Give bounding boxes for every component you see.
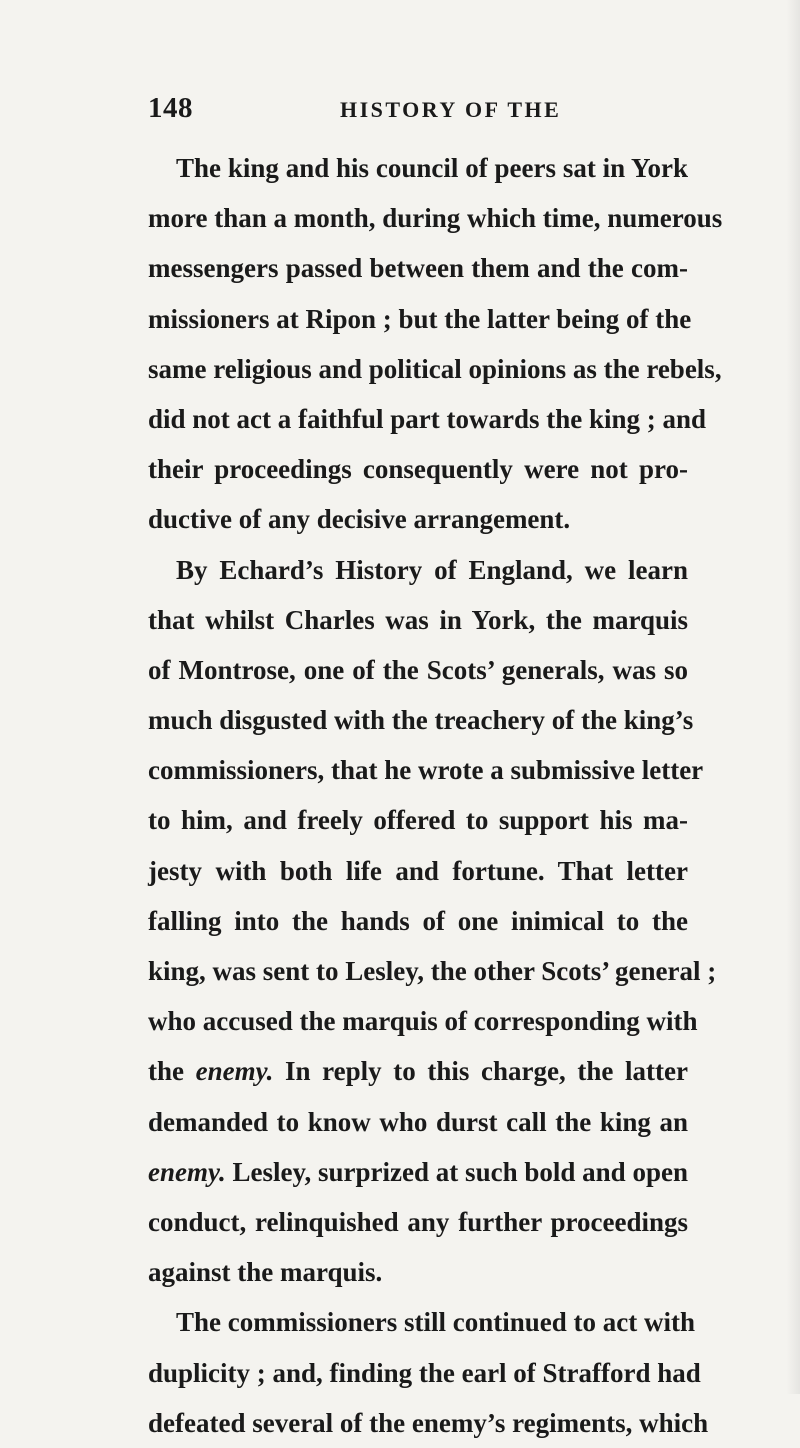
text-line: commissioners, that he wrote a submissive letter bbox=[148, 755, 704, 786]
page-number: 148 bbox=[148, 92, 193, 124]
page-header bbox=[148, 92, 688, 128]
text-segment: In reply to this charge, the latter bbox=[273, 1056, 688, 1087]
text-line: their proceedings consequently were not pro- bbox=[148, 454, 688, 485]
text-line: did not act a faithful part towards the king ; and bbox=[148, 403, 707, 434]
text-line: more than a month, during which time, numerous bbox=[148, 203, 723, 234]
text-line: to him, and freely offered to support his ma- bbox=[148, 805, 688, 836]
text-line: jesty with both life and fortune. That letter bbox=[148, 855, 688, 886]
text-line: same religious and political opinions as the rebels, bbox=[148, 353, 722, 384]
text-line: conduct, relinquished any further proceedings bbox=[148, 1206, 688, 1237]
text-line: of Montrose, one of the Scots’ generals, was so bbox=[148, 654, 688, 685]
text-line bbox=[148, 1046, 688, 1096]
text-line: The commissioners still continued to act with bbox=[176, 1307, 695, 1338]
text-line: much disgusted with the treachery of the king’s bbox=[148, 705, 694, 736]
text-segment: the bbox=[148, 1056, 196, 1087]
text-line: missioners at Ripon ; but the latter being of the bbox=[148, 303, 692, 334]
text-line: against the marquis. bbox=[148, 1257, 383, 1288]
text-line: demanded to know who durst call the king an bbox=[148, 1106, 688, 1137]
running-head: HISTORY OF THE bbox=[340, 97, 562, 122]
text-line: ductive of any decisive arrangement. bbox=[148, 504, 571, 535]
italic-emphasis: enemy. bbox=[195, 1056, 274, 1087]
text-line bbox=[148, 1147, 688, 1197]
page-edge-shadow bbox=[786, 0, 800, 1394]
text-line: who accused the marquis of corresponding with bbox=[148, 1006, 698, 1037]
text-line: defeated several of the enemy’s regiments, which bbox=[148, 1407, 709, 1438]
text-line: messengers passed between them and the com- bbox=[148, 253, 688, 284]
paragraph bbox=[148, 1297, 709, 1448]
text-line: duplicity ; and, finding the earl of Strafford had bbox=[148, 1357, 701, 1388]
text-line: king, was sent to Lesley, the other Scots’ general ; bbox=[148, 956, 717, 986]
paragraph bbox=[148, 545, 717, 1298]
italic-emphasis: enemy. bbox=[148, 1156, 226, 1187]
text-line: that whilst Charles was in York, the marquis bbox=[148, 604, 688, 635]
text-line: By Echard’s History of England, we learn bbox=[176, 554, 688, 585]
text-line: falling into the hands of one inimical to the bbox=[148, 905, 688, 936]
text-segment: Lesley, surprized at such bold and open bbox=[225, 1156, 688, 1187]
text-line: The king and his council of peers sat in York bbox=[176, 153, 688, 183]
body-text bbox=[148, 143, 723, 1448]
paragraph bbox=[148, 143, 723, 545]
